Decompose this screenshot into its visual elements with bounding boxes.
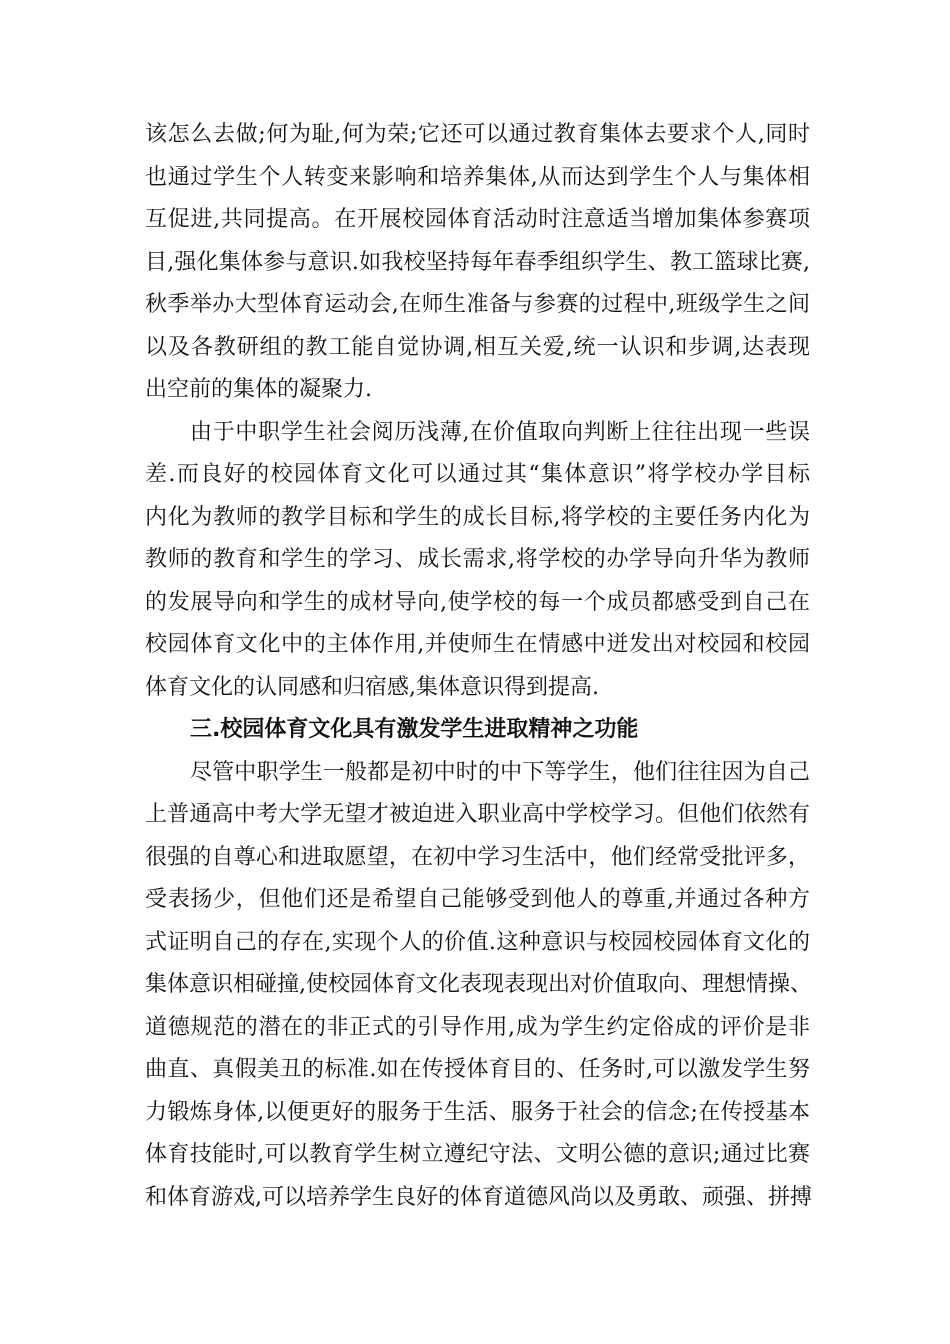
text-line: 力锻炼身体,以便更好的服务于生活、服务于社会的信念;在传授基本 bbox=[145, 1100, 810, 1125]
text-line: 也通过学生个人转变来影响和培养集体,从而达到学生个人与集体相 bbox=[145, 165, 810, 190]
text-line: 曲直、真假美丑的标准.如在传授体育目的、任务时,可以激发学生努 bbox=[145, 1057, 810, 1082]
text-line: 很强的自尊心和进取愿望，在初中学习生活中，他们经常受批评多， bbox=[145, 845, 810, 870]
paragraph-first-line: 由于中职学生社会阅历浅薄,在价值取向判断上往往出现一些误 bbox=[190, 420, 810, 445]
text-line: 式证明自己的存在,实现个人的价值.这种意识与校园校园体育文化的 bbox=[145, 930, 810, 955]
text-line: 受表扬少，但他们还是希望自己能够受到他人的尊重,并通过各种方 bbox=[145, 887, 810, 912]
text-line: 和体育游戏,可以培养学生良好的体育道德风尚以及勇敢、顽强、拼搏 bbox=[145, 1185, 812, 1210]
text-line: 体育技能时,可以教育学生树立遵纪守法、文明公德的意识;通过比赛 bbox=[145, 1142, 810, 1167]
text-line: 秋季举办大型体育运动会,在师生准备与参赛的过程中,班级学生之间 bbox=[145, 292, 810, 317]
text-line: 教师的教育和学生的学习、成长需求,将学校的办学导向升华为教师 bbox=[145, 547, 810, 572]
text-line: 互促进,共同提高。在开展校园体育活动时注意适当增加集体参赛项 bbox=[145, 207, 810, 232]
text-line: 内化为教师的教学目标和学生的成长目标,将学校的主要任务内化为 bbox=[145, 505, 810, 530]
text-line: 的发展导向和学生的成材导向,使学校的每一个成员都感受到自己在 bbox=[145, 590, 810, 615]
text-line: 出空前的集体的凝聚力. bbox=[145, 377, 372, 402]
text-line: 差.而良好的校园体育文化可以通过其“集体意识”将学校办学目标 bbox=[145, 462, 810, 487]
paragraph-first-line: 尽管中职学生一般都是初中时的中下等学生，他们往往因为自己 bbox=[190, 760, 810, 785]
text-line: 校园体育文化中的主体作用,并使师生在情感中迸发出对校园和校园 bbox=[145, 632, 810, 657]
section-heading: 三.校园体育文化具有激发学生进取精神之功能 bbox=[190, 717, 639, 742]
text-line: 上普通高中考大学无望才被迫进入职业高中学校学习。但他们依然有 bbox=[145, 802, 810, 827]
text-line: 集体意识相碰撞,使校园体育文化表现表现出对价值取向、理想情操、 bbox=[145, 972, 812, 997]
text-line: 目,强化集体参与意识.如我校坚持每年春季组织学生、教工篮球比赛, bbox=[145, 250, 810, 275]
text-line: 该怎么去做;何为耻,何为荣;它还可以通过教育集体去要求个人,同时 bbox=[145, 122, 810, 147]
text-line: 道德规范的潜在的非正式的引导作用,成为学生约定俗成的评价是非 bbox=[145, 1015, 810, 1040]
text-line: 体育文化的认同感和归宿感,集体意识得到提高. bbox=[145, 675, 599, 700]
text-line: 以及各教研组的教工能自觉协调,相互关爱,统一认识和步调,达表现 bbox=[145, 335, 810, 360]
